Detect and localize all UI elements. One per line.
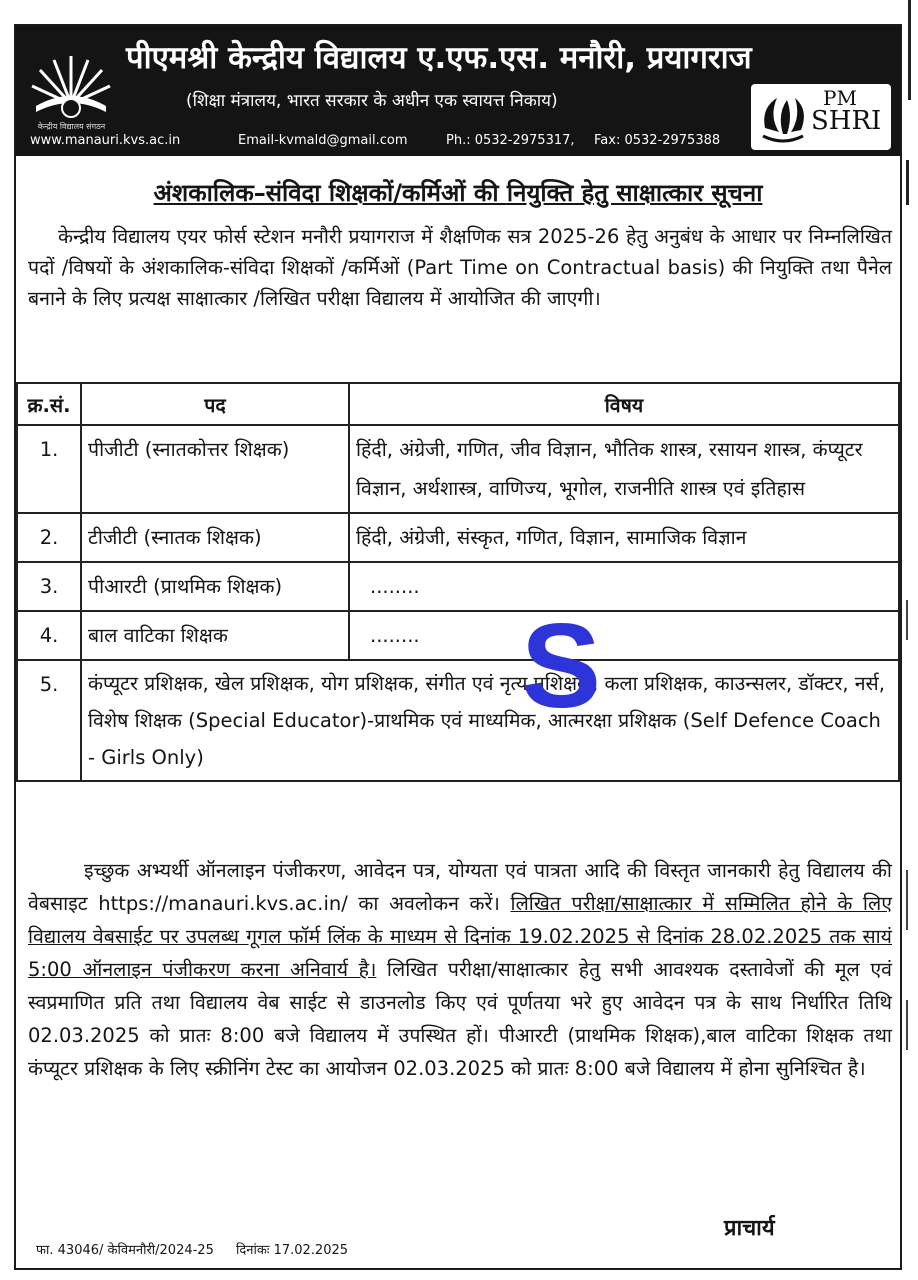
header-subject: विषय	[349, 383, 899, 425]
row-post: बाल वाटिका शिक्षक	[81, 611, 349, 660]
school-name: पीएमश्री केन्द्रीय विद्यालय ए.एफ.एस. मनौरी, प्रयागराज	[126, 40, 752, 76]
notice-title: अंशकालिक–संविदा शिक्षकों/कर्मिओं की नियुक्ति हेतु साक्षात्कार सूचना	[153, 179, 763, 207]
phone-number: Ph.: 0532-2975317,	[446, 133, 575, 148]
row-sno: 4.	[17, 611, 81, 660]
table-row	[17, 513, 899, 562]
contact-bar	[16, 132, 900, 156]
pm-shri-text-shri: SHRI	[811, 106, 882, 136]
row-post: पीआरटी (प्राथमिक शिक्षक)	[81, 562, 349, 611]
posts-table	[16, 382, 900, 782]
file-number: फा. 43046/ केविमनौरी/2024-25	[36, 1243, 214, 1258]
table-row	[17, 611, 899, 660]
table-row	[17, 562, 899, 611]
school-header	[16, 26, 900, 156]
intro-paragraph: केन्द्रीय विद्यालय एयर फोर्स स्टेशन मनौरी प्रयागराज में शैक्षणिक सत्र 2025-26 हेतु अनुबंध के आधार पर निम्नलिखित पदों /विषयों के अंशकालिक-संविदा शिक्षकों /कर्मिओं (Part Time on Contractual basis) की नियुक्ति तथा पैनेल बनाने के लिए प्रत्यक्ष साक्षात्कार /लिखित परीक्षा विद्यालय में आयोजित की जाएगी।	[28, 225, 892, 310]
principal-signatory: प्राचार्य	[724, 1216, 775, 1241]
row-subject: ........	[349, 562, 899, 611]
row-subject: हिंदी, अंग्रेजी, संस्कृत, गणित, विज्ञान, सामाजिक विज्ञान	[349, 513, 899, 562]
school-subtitle: (शिक्षा मंत्रालय, भारत सरकार के अधीन एक स्वायत्त निकाय)	[186, 91, 558, 111]
footer-reference	[36, 1240, 366, 1258]
header-post: पद	[81, 383, 349, 425]
issue-date: दिनांकः 17.02.2025	[235, 1243, 349, 1258]
instructions-part1: इच्छुक अभ्यर्थी ऑनलाइन पंजीकरण, आवेदन पत्र, योग्यता एवं पात्रता आदि की विस्तृत जानकारी हेतु विद्यालय की वेबसाइट https://manauri.kvs.ac.in/ का अवलोकन करें।	[28, 859, 892, 915]
row-sno: 3.	[17, 562, 81, 611]
email-address[interactable]: Email-kvmald@gmail.com	[238, 133, 408, 148]
watermark-letter: S	[521, 599, 602, 733]
page-edge-decoration	[906, 0, 918, 1280]
instructions-paragraph	[28, 854, 892, 1085]
row-subject: ........	[349, 611, 899, 660]
table-header-row	[17, 383, 899, 425]
row-sno: 2.	[17, 513, 81, 562]
fax-number: Fax: 0532-2975388	[594, 133, 721, 148]
row-sno: 1.	[17, 425, 81, 513]
header-sno: क्र.सं.	[17, 383, 81, 425]
row-post: पीजीटी (स्नातकोत्तर शिक्षक)	[81, 425, 349, 513]
row-subject: हिंदी, अंग्रेजी, गणित, जीव विज्ञान, भौतिक शास्त्र, रसायन शास्त्र, कंप्यूटर विज्ञान, अर्थशास्त्र, वाणिज्य, भूगोल, राजनीति शास्त्र एवं इतिहास	[349, 425, 899, 513]
table-row	[17, 425, 899, 513]
kvs-logo-icon	[24, 34, 119, 129]
website-link[interactable]: www.manauri.kvs.ac.in	[30, 133, 181, 148]
instructions-part2: लिखित परीक्षा/साक्षात्कार हेतु सभी आवश्यक दस्तावेजों की मूल एवं स्वप्रमाणित प्रति तथा विद्यालय वेब साईट से डाउनलोड किए एवं पूर्णतया भरे हुए आवेदन पत्र के साथ निर्धारित तिथि 02.03.2025 को प्रातः 8:00 बजे विद्यालय में उपस्थित हों। पीआरटी (प्राथमिक शिक्षक),बाल वाटिका शिक्षक तथा कंप्यूटर प्रशिक्षक के लिए स्क्रीनिंग टेस्ट का आयोजन 02.03.2025 को प्रातः 8:00 बजे विद्यालय में होना सुनिश्चित है।	[28, 958, 892, 1080]
registration-mandatory-text: लिखित परीक्षा/साक्षात्कार में सम्मिलित होने के लिए विद्यालय वेबसाईट पर उपलब्ध गूगल फॉर्म लिंक के माध्यम से दिनांक 19.02.2025 से दिनांक 28.02.2025 तक सायं 5:00 ऑनलाइन पंजीकरण करना अनिवार्य है।	[28, 892, 892, 981]
row-post: टीजीटी (स्नातक शिक्षक)	[81, 513, 349, 562]
row-combined-posts: कंप्यूटर प्रशिक्षक, खेल प्रशिक्षक, योग प्रशिक्षक, संगीत एवं नृत्य प्रशिक्षक, कला प्रशिक्षक, काउन्सलर, डॉक्टर, नर्स, विशेष शिक्षक (Special Educator)-प्राथमिक एवं माध्यमिक, आत्मरक्षा प्रशिक्षक (Self Defence Coach - Girls Only)	[81, 660, 899, 781]
notice-document	[14, 24, 902, 1270]
row-sno: 5.	[17, 660, 81, 781]
table-row	[17, 660, 899, 781]
logo-tagline: केन्द्रीय विद्यालय संगठन	[37, 122, 106, 131]
pm-shri-text-pm: PM	[823, 86, 857, 110]
